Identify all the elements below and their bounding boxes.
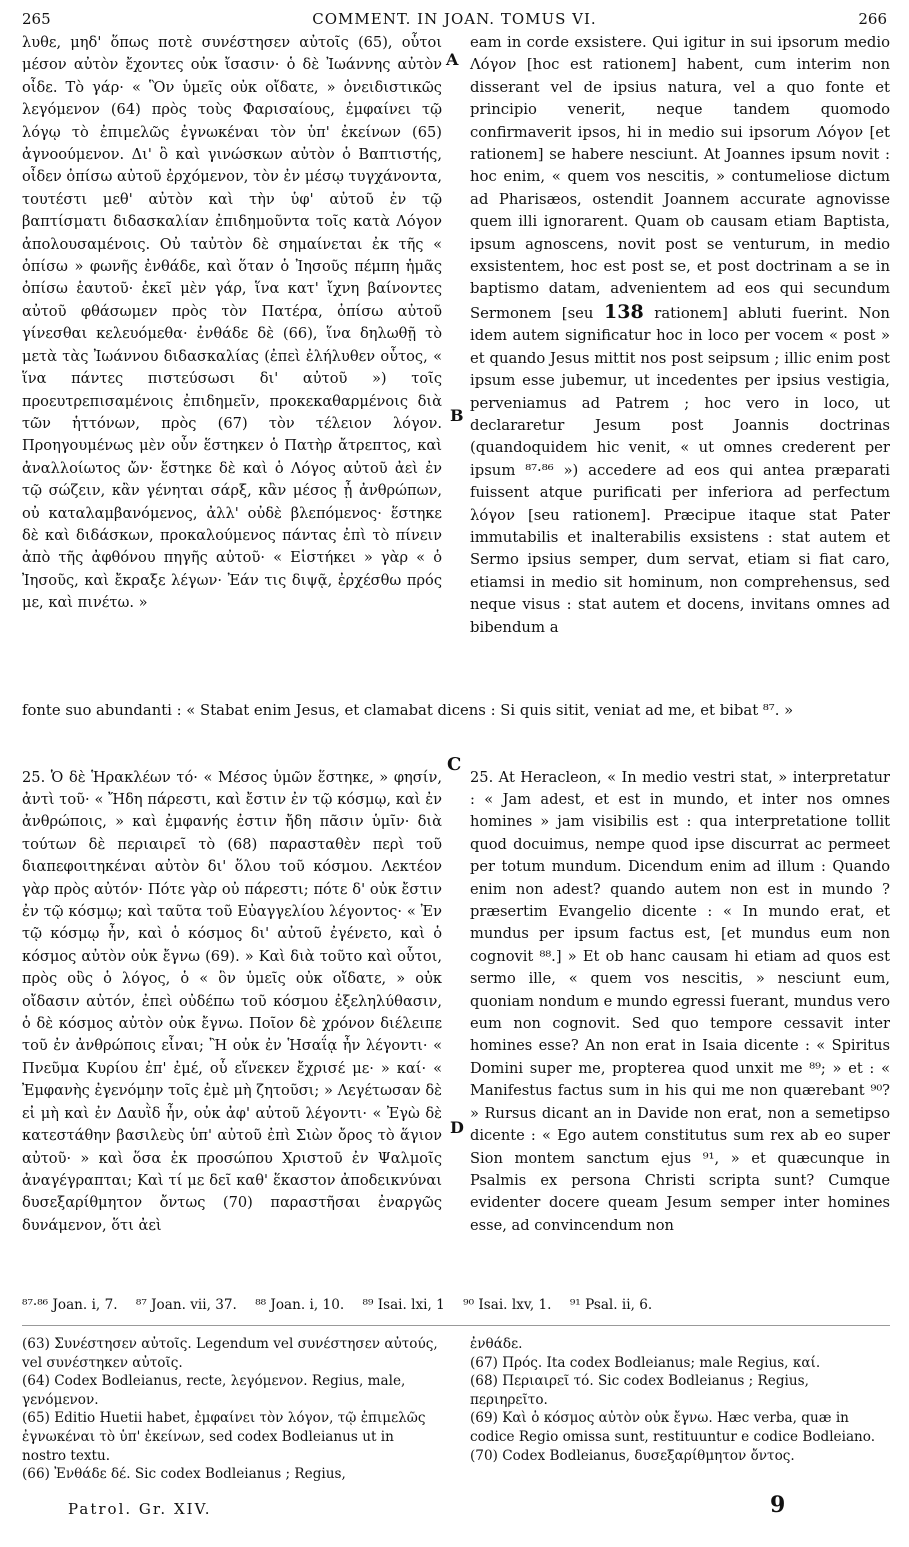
greek-section-text: 25. Ὁ δὲ Ἡρακλέων τό· « Μέσος ὑμῶν ἕστηκε, » φησίν, ἀντὶ τοῦ· « Ἤδη πάρεστι, καὶ ἔστιν ἐν τῷ κόσμῳ, καὶ ἐν ἀνθρώποις, » καὶ ἐμφανής ἐστιν ἤδη πᾶσιν ὑμῖν· διὰ τούτων δὲ περιαιρεῖ τὸ (68) παρασταθὲν περὶ τοῦ διαπεφοιτηκέναι αὐτὸν δι' ὅλου τοῦ κόσμου. Λεκτέον γὰρ πρὸς αὐτόν· Πότε γὰρ οὐ πάρεστι; πότε δ' οὐκ ἔστιν ἐν τῷ κόσμῳ; καὶ ταῦτα τοῦ Εὐαγγελίου λέγοντος· « Ἐν τῷ κόσμῳ ἦν, καὶ ὁ κόσμος δι' αὐτοῦ ἐγένετο, καὶ ὁ κόσμος αὐτὸν οὐκ ἔγνω (69). » Καὶ διὰ τοῦτο καὶ οὗτοι, πρὸς οὓς ὁ λόγος, ὁ « ὃν ὑμεῖς οὐκ οἴδατε, » οὐκ οἴδασιν αὐτόν, ἐπεὶ οὐδέπω τοῦ κόσμου ἐξεληλύθασιν, ὁ δὲ κόσμος αὐτὸν οὐκ ἔγνω. Ποῖον δὲ χρόνον διέλειπε τοῦ ἐν ἀνθρώποις εἶναι; Ἢ οὐκ ἐν Ἡσαΐᾳ ἦν λέγοντι· « Πνεῦμα Κυρίου ἐπ' ἐμέ, οὗ εἵνεκεν ἔχρισέ με· » καί· « Ἐμφανὴς ἐγενόμην τοῖς ἐμὲ μὴ ζητοῦσι; » Λεγέτωσαν δὲ εἰ μὴ καὶ ἐν Δαυῒδ ἦν, οὐκ ἀφ' αὐτοῦ λέγοντι· « Ἐγὼ δὲ κατεστάθην βασιλεὺς ὑπ' αὐτοῦ ἐπὶ Σιὼν ὄρος τὸ ἅγιον αὐτοῦ· » καὶ ὅσα ἐκ προσώπου Χριστοῦ ἐν Ψαλμοῖς ἀναγέγραπται; Καὶ τί με δεῖ καθ' ἕκαστον ἀποδεικνύναι δυσεξαρίθμητον ὄντως (70) παραστῆσαι ἐναργῶς δυνάμενον, ὅτι ἀεὶ <box>22 768 442 1234</box>
greek-column-top <box>22 32 442 696</box>
footnote: ⁸⁹ Isai. lxi, 1 <box>362 1297 445 1313</box>
latin-column-top <box>470 32 890 696</box>
greek-text-top: λυθε, μηδ' ὅπως ποτὲ συνέστησεν αὐτοῖς (65), οὗτοι μέσον αὐτὸν ἔχοντες οὐκ ἴσασιν· ὁ δὲ Ἰωάννης αὐτὸν οἶδε. Τὸ γάρ· « Ὃν ὑμεῖς οὐκ οἴδατε, » ὀνειδιστικῶς λεγόμενον (64) πρὸς τοὺς Φαρισαίους, ἐμφαίνει τῷ λόγῳ τὸ ἐπιμελῶς ἐγνωκέναι τὸν ὑπ' ἐκείνων (65) ἀγνοούμενον. Δι' ὃ καὶ γινώσκων αὐτὸν ὁ Βαπτιστής, οἶδεν ὀπίσω αὐτοῦ ἐρχόμενον, τὸν ἐν μέσῳ τυγχάνοντα, τουτέστι μεθ' αὐτὸν καὶ τὴν ὑφ' αὐτοῦ ἐν τῷ βαπτίσματι διδασκαλίαν ἐπιδημοῦντα τοῖς κατὰ Λόγον ἀπολουσαμένοις. Οὐ ταὐτὸν δὲ σημαίνεται ἐκ τῆς « ὀπίσω » φωνῆς ἐνθάδε, καὶ ὅταν ὁ Ἰησοῦς πέμπη ἡμᾶς ὀπίσω ἑαυτοῦ· ἐκεῖ μὲν γάρ, ἵνα κατ' ἴχνη βαίνοντες αὐτοῦ φθάσωμεν πρὸς τὸν Πατέρα, ὀπίσω αὐτοῦ γίνεσθαι κελευόμεθα· ἐνθάδε δὲ (66), ἵνα δηλωθῇ τὸ μετὰ τὰς Ἰωάννου διδασκαλίας (ἐπεὶ ἐλήλυθεν οὗτος, « ἵνα πάντες πιστεύσωσι δι' αὐτοῦ ») τοῖς προευτρεπισαμένοις ἐπιδημεῖν, προκεκαθαρμένοις διὰ τῶν ἡττόνων, πρὸς (67) τὸν τέλειον λόγον. Προηγουμένως μὲν οὖν ἕστηκεν ὁ Πατὴρ ἄτρεπτος, καὶ ἀναλλοίωτος ὤν· ἕστηκε δὲ καὶ ὁ Λόγος αὐτοῦ ἀεὶ ἐν τῷ σώζειν, κἂν γένηται σάρξ, κἂν μέσος ᾖ ἀνθρώπων, οὐ καταλαμβανόμενος, ἀλλ' οὐδὲ βλεπόμενος· ἕστηκε δὲ καὶ διδάσκων, προκαλούμενος πάντας ἐπὶ τὸ πίνειν ἀπὸ τῆς ἀφθόνου πηγῆς αὐτοῦ· « Εἱστήκει » γὰρ « ὁ Ἰησοῦς, καὶ ἔκραξε λέγων· Ἐάν τις διψᾷ, ἐρχέσθω πρός με, καὶ πινέτω. » <box>22 34 442 612</box>
latin-text-top-2: rationem] abluti fuerint. Non idem autem significatur hoc in loco per vocem « post » et quando Jesus mittit nos post seipsum ; illic enim post ipsum esse jubemur, ut incedentes per ipsius vestigia, perveniamus ad Patrem ; hoc vero in loco, ut declararetur Jesum post Joannis doctrinas (quandoquidem hic venit, « ut omnes crederent per ipsum ⁸⁷·⁸⁶ ») accedere ad eos qui antea præparati fuissent atque purificati per inferiora ad perfectum λόγον [seu rationem]. Præcipue itaque stat Pater immutabilis et inalterabilis exsistens : stat autem et Sermo ipsius semper, dum servat, etiam si fiat caro, etiamsi in medio sit hominum, non comprehensus, sed neque visus : stat autem et docens, invitans omnes ad bibendum a <box>470 304 890 636</box>
footer-signature: Patrol. Gr. XIV. <box>68 1500 212 1518</box>
margin-letter-a: A <box>446 50 459 69</box>
greek-section-25 <box>22 752 442 1252</box>
note: (66) Ἐνθάδε δέ. Sic codex Bodleianus ; Regius, <box>22 1466 346 1483</box>
footnote: ⁸⁷ Joan. vii, 37. <box>135 1297 237 1313</box>
note: (67) Πρός. Ita codex Bodleianus; male Regius, καί. <box>470 1354 821 1371</box>
latin-text-top: eam in corde exsistere. Qui igitur in sui ipsorum medio Λόγον [hoc est rationem] habent, cum interim non disserant vel de ipsius natura, vel a quo fonte et principio venerit, neque tandem quomodo confirmaverit ipsos, hi in medio sui ipsorum Λόγον [et rationem] se habere nesciunt. At Joannes ipsum novit : hoc enim, « quem vos nescitis, » contumeliose dictum ad Pharisæos, ostendit Joannem accurate agnovisse quem illi ignorarent. Quam ob causam etiam Baptista, ipsum agnoscens, novit post se venturum, in medio exsistentem, hoc est post se, et post doctrinam a se in baptismo datam, advenientem ad eos qui secundum Sermonem [seu <box>470 34 890 322</box>
margin-letter-d: D <box>450 1118 464 1137</box>
page-number-right: 266 <box>858 10 887 28</box>
latin-section-25 <box>470 752 890 1252</box>
divider <box>22 1325 890 1326</box>
critical-notes-left <box>22 1335 442 1484</box>
scripture-footnotes <box>22 1297 890 1313</box>
note: (68) Περιαιρεῖ τό. Sic codex Bodleianus ; Regius, περιηρεῖτο. <box>470 1373 809 1408</box>
full-width-line: fonte suo abundanti : « Stabat enim Jesus, et clamabat dicens : Si quis sitit, veniat ad me, et bibat ⁸⁷. » <box>22 702 794 719</box>
note: (70) Codex Bodleianus, δυσεξαρίθμητον ὄντος. <box>470 1447 795 1464</box>
latin-section-text: 25. At Heracleon, « In medio vestri stat, » interpretatur : « Jam adest, et est in mundo, et inter nos omnes homines » jam visibilis est : qua interpretatione tollit quod docuimus, nempe quod ipse discurrat ac permeet per totum mundum. Dicendum enim ad illum : Quando enim non adest? quando autem non est in mundo ? præsertim Evangelio dicente : « In mundo erat, et mundus per ipsum factus est, [et mundus eum non cognovit ⁸⁸.] » Et ob hanc causam hi etiam ad quos est sermo ille, « quem vos nescitis, » nesciunt eum, quoniam nondum e mundo egressi fuerant, mundus vero eum non cognovit. Sed quo tempore cessavit inter homines esse? An non erat in Isaia dicente : « Spiritus Domini super me, propterea quod unxit me ⁸⁹; » et : « Manifestus factus sum in his qui me non quærebant ⁹⁰? » Rursus dicant an in Davide non erat, non a semetipso dicente : « Ego autem constitutus sum rex ab eo super Sion montem sanctum ejus ⁹¹, » et quæcunque in Psalmis ex persona Christi scripta sunt? Cumque evidenter docere queam Jesum semper inter homines esse, ad convincendum non <box>470 768 890 1234</box>
note: (69) Καὶ ὁ κόσμος αὐτὸν οὐκ ἔγνω. Hæc verba, quæ in codice Regio omissa sunt, restituuntur e codice Bodleiano. <box>470 1410 876 1445</box>
margin-letter-b: B <box>450 406 464 425</box>
footnote: ⁹⁰ Isai. lxv, 1. <box>463 1297 552 1313</box>
signature-number: 9 <box>770 1492 786 1518</box>
note: (63) Συνέστησεν αὐτοῖς. Legendum vel συνέστησεν αὐτούς, vel συνέστηκεν αὐτοῖς. <box>22 1336 438 1371</box>
note: ἐνθάδε. <box>470 1336 523 1352</box>
column-number: 138 <box>604 300 644 323</box>
footnote: ⁹¹ Psal. ii, 6. <box>569 1297 653 1313</box>
margin-letter-c: C <box>447 754 462 775</box>
running-header <box>0 6 909 32</box>
note: (64) Codex Bodleianus, recte, λεγόμενον. Regius, male, γενόμενον. <box>22 1373 406 1408</box>
footnote: ⁸⁷·⁸⁶ Joan. i, 7. <box>22 1297 118 1313</box>
footnote: ⁸⁸ Joan. i, 10. <box>255 1297 345 1313</box>
page-number-left: 265 <box>22 10 51 28</box>
note: (65) Editio Huetii habet, ἐμφαίνει τὸν λόγον, τῷ ἐπιμελῶς ἐγνωκέναι τὸ ὑπ' ἐκείνων, sed codex Bodleianus ut in nostro textu. <box>22 1410 426 1464</box>
running-title: COMMENT. IN JOAN. TOMUS VI. <box>312 10 597 28</box>
critical-notes-right <box>470 1335 890 1465</box>
